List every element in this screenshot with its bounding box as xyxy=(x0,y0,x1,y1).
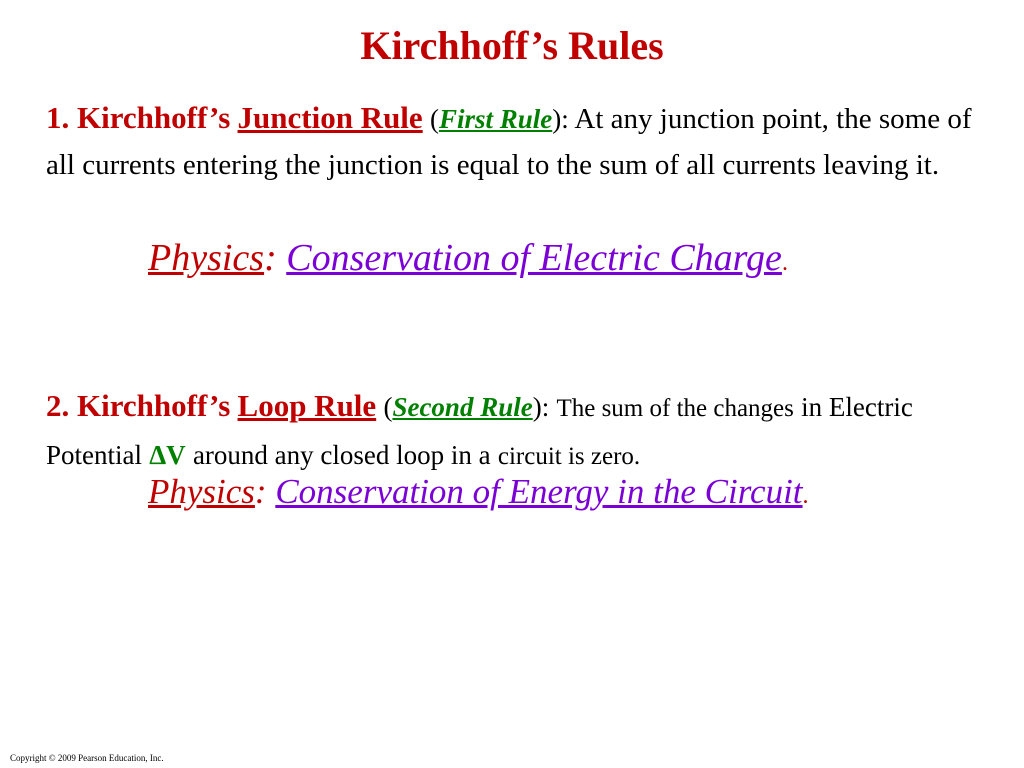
physics1-colon: : xyxy=(264,237,277,279)
physics-line-energy xyxy=(148,466,809,522)
rule2-name: Loop Rule xyxy=(237,388,377,423)
rule1-open-paren: ( xyxy=(429,104,439,134)
physics1-period: . xyxy=(781,250,788,276)
physics2-colon: : xyxy=(254,472,267,511)
rule2-ordinal: Second Rule xyxy=(392,392,533,422)
rule2-close-paren: ): xyxy=(532,392,550,422)
physics2-label: Physics xyxy=(148,472,255,511)
delta-v-symbol: ΔV xyxy=(149,440,186,470)
rule1-text-line1: At any junction xyxy=(574,103,755,135)
rule1-text-rest: point, the some of all currents entering the junction is equal to the sum of all currents leaving it. xyxy=(46,103,972,181)
physics2-period: . xyxy=(802,483,809,509)
rule2-text-small-end: circuit is zero. xyxy=(497,443,641,470)
physics-line-charge xyxy=(148,232,788,289)
rule2-open-paren: ( xyxy=(383,392,393,422)
rule1-name: Junction Rule xyxy=(237,100,423,135)
rule1-number: 1. Kirchhoff’s xyxy=(46,100,231,135)
physics1-label: Physics xyxy=(148,237,265,279)
rule1-close-paren: ): xyxy=(552,104,569,134)
junction-rule-paragraph xyxy=(46,95,1006,188)
rule2-text-before-delta: in Electric Potential xyxy=(46,392,913,470)
slide-title: Kirchhoff’s Rules xyxy=(360,23,664,68)
physics2-value: Conservation of Energy in the Circuit xyxy=(275,472,803,511)
rule2-text-after-delta: around any closed loop in a xyxy=(192,440,491,470)
physics1-value: Conservation of Electric Charge xyxy=(286,237,782,279)
rule2-number: 2. Kirchhoff’s xyxy=(46,388,231,423)
copyright-notice: Copyright © 2009 Pearson Education, Inc. xyxy=(10,753,164,763)
rule2-text-line1: The sum of the changes xyxy=(556,395,794,422)
rule1-ordinal: First Rule xyxy=(438,104,553,134)
